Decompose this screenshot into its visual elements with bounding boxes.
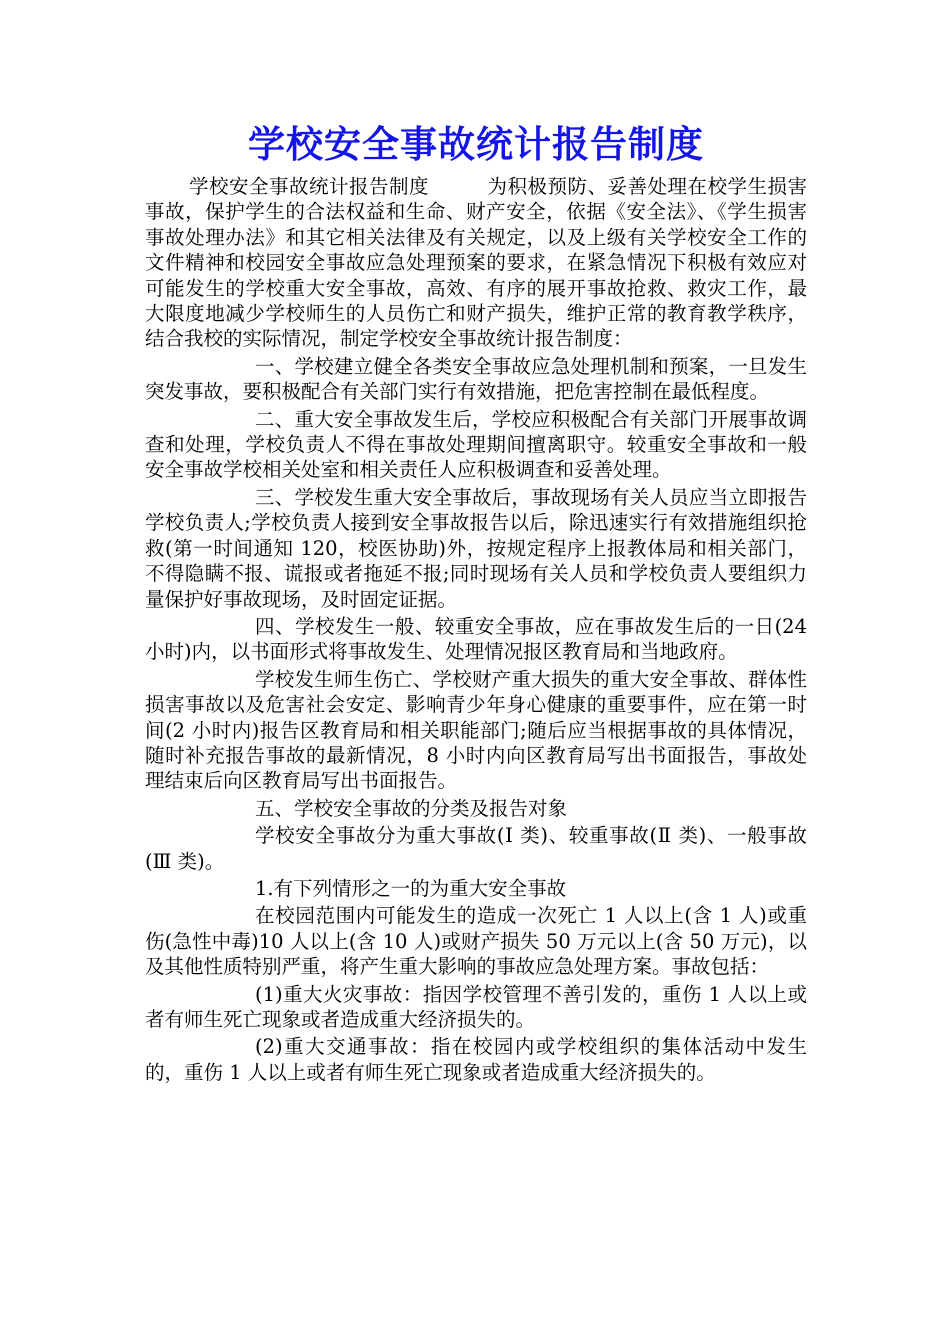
paragraph-major-definition: 在校园范围内可能发生的造成一次死亡 1 人以上(含 1 人)或重伤(急性中毒)10 人以上(含 10 人)或财产损失 50 万元以上(含 50 万元)，以及其他性质特别严重，将产生重大影响的事故应急处理方案。事故包括： (145, 904, 807, 979)
intro-text: 为积极预防、妥善处理在校学生损害事故，保护学生的合法权益和生命、财产安全，依据《安全法》、《学生损害事故处理办法》和其它相关法律及有关规定，以及上级有关学校安全工作的文件精神和校园安全事故应急处理预案的要求，在紧急情况下积极有效应对可能发生的学校重大安全事故，高效、有序的展开事故抢救、救灾工作，最大限度地减少学校师生的人员伤亡和财产损失，维护正常的教育教学秩序，结合我校的实际情况，制定学校安全事故统计报告制度： (145, 175, 807, 351)
paragraph-classification: 学校安全事故分为重大事故(Ⅰ 类)、较重事故(Ⅱ 类)、一般事故(Ⅲ 类)。 (145, 824, 807, 873)
paragraph-2: 二、重大安全事故发生后，学校应积极配合有关部门开展事故调查和处理，学校负责人不得在事故处理期间擅离职守。较重安全事故和一般安全事故学校相关处室和相关责任人应积极调查和妥善处理。 (145, 407, 807, 482)
paragraph-1: 一、学校建立健全各类安全事故应急处理机制和预案，一旦发生突发事故，要积极配合有关部门实行有效措施，把危害控制在最低程度。 (145, 354, 807, 404)
paragraph-3: 三、学校发生重大安全事故后，事故现场有关人员应当立即报告学校负责人;学校负责人接到安全事故报告以后，除迅速实行有效措施组织抢救(第一时间通知 120，校医协助)外，按规定程序上报教体局和相关部门，不得隐瞒不报、谎报或者拖延不报;同时现场有关人员和学校负责人要组织力量保护好事故现场，及时固定证据。 (145, 485, 807, 611)
item-fire-accident: (1)重大火灾事故：指因学校管理不善引发的，重伤 1 人以上或者有师生死亡现象或者造成重大经济损失的。 (145, 982, 807, 1031)
paragraph-5: 学校发生师生伤亡、学校财产重大损失的重大安全事故、群体性损害事故以及危害社会安定、影响青少年身心健康的重要事件，应在第一时间(2 小时内)报告区教育局和相关职能部门;随后应当根据事故的具体情况，随时补充报告事故的最新情况，8 小时内向区教育局写出书面报告，事故处理结束后向区教育局写出书面报告。 (145, 667, 807, 793)
document-page (145, 118, 807, 1087)
document-title: 学校安全事故统计报告制度 (248, 122, 704, 166)
intro-lead: 学校安全事故统计报告制度 (189, 175, 429, 198)
paragraph-4: 四、学校发生一般、较重安全事故，应在事故发生后的一日(24 小时)内，以书面形式将事故发生、处理情况报区教育局和当地政府。 (145, 614, 807, 664)
item-traffic-accident: (2)重大交通事故：指在校园内或学校组织的集体活动中发生的，重伤 1 人以上或者有师生死亡现象或者造成重大经济损失的。 (145, 1035, 807, 1084)
section-heading-5: 五、学校安全事故的分类及报告对象 (255, 796, 568, 820)
intro-paragraph (145, 174, 807, 352)
subheading-major-accident: 1.有下列情形之一的为重大安全事故 (255, 876, 567, 900)
